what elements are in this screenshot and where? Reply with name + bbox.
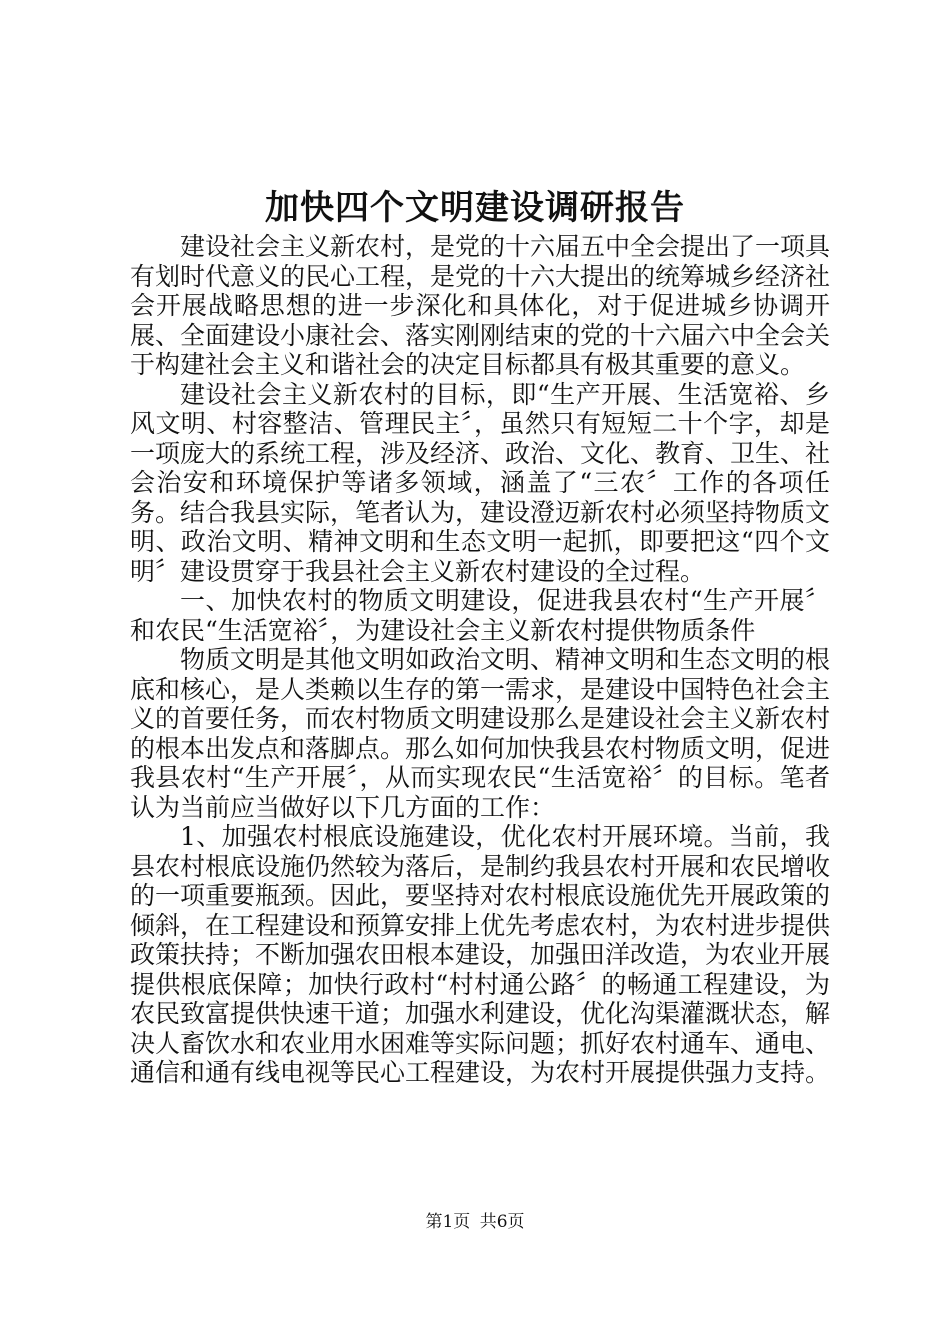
section-heading: 一、加快农村的物质文明建设，促进我县农村“生产开展〞和农民“生活宽裕〞，为建设社会主义新农村提供物质条件 xyxy=(130,586,830,645)
paragraph: 建设社会主义新农村的目标，即“生产开展、生活宽裕、乡风文明、村容整洁、管理民主〞，虽然只有短短二十个字，却是一项庞大的系统工程，涉及经济、政治、文化、教育、卫生、社会治安和环境保护等诸多领域，涵盖了“三农〞工作的各项任务。结合我县实际，笔者认为，建设澄迈新农村必须坚持物质文明、政治文明、精神文明和生态文明一起抓，即要把这“四个文明〞建设贯穿于我县社会主义新农村建设的全过程。 xyxy=(130,379,831,586)
document-body xyxy=(130,232,830,1088)
page-total: 共6页 xyxy=(479,1212,525,1232)
document-title: 加快四个文明建设调研报告 xyxy=(265,188,685,228)
paragraph: 1、加强农村根底设施建设，优化农村开展环境。当前，我县农村根底设施仍然较为落后，是制约我县农村开展和农民增收的一项重要瓶颈。因此，要坚持对农村根底设施优先开展政策的倾斜，在工程建设和预算安排上优先考虑农村，为农村进步提供政策扶持；不断加强农田根本建设，加强田洋改造，为农业开展提供根底保障；加快行政村“村村通公路〞的畅通工程建设，为农民致富提供快速干道；加强水利建设，优化沟渠灌溉状态，解决人畜饮水和农业用水困难等实际问题；抓好农村通车、通电、通信和通有线电视等民心工程建设，为农村开展提供强力支持。 xyxy=(130,822,831,1087)
page-footer xyxy=(0,1211,950,1233)
page-number: 第1页 xyxy=(425,1212,471,1232)
paragraph: 物质文明是其他文明如政治文明、精神文明和生态文明的根底和核心，是人类赖以生存的第一需求，是建设中国特色社会主义的首要任务，而农村物质文明建设那么是建设社会主义新农村的根本出发点和落脚点。那么如何加快我县农村物质文明，促进我县农村“生产开展〞，从而实现农民“生活宽裕〞的目标。笔者认为当前应当做好以下几方面的工作： xyxy=(130,645,831,822)
paragraph: 建设社会主义新农村，是党的十六届五中全会提出了一项具有划时代意义的民心工程，是党的十六大提出的统筹城乡经济社会开展战略思想的进一步深化和具体化，对于促进城乡协调开展、全面建设小康社会、落实刚刚结束的党的十六届六中全会关于构建社会主义和谐社会的决定目标都具有极其重要的意义。 xyxy=(130,232,831,379)
